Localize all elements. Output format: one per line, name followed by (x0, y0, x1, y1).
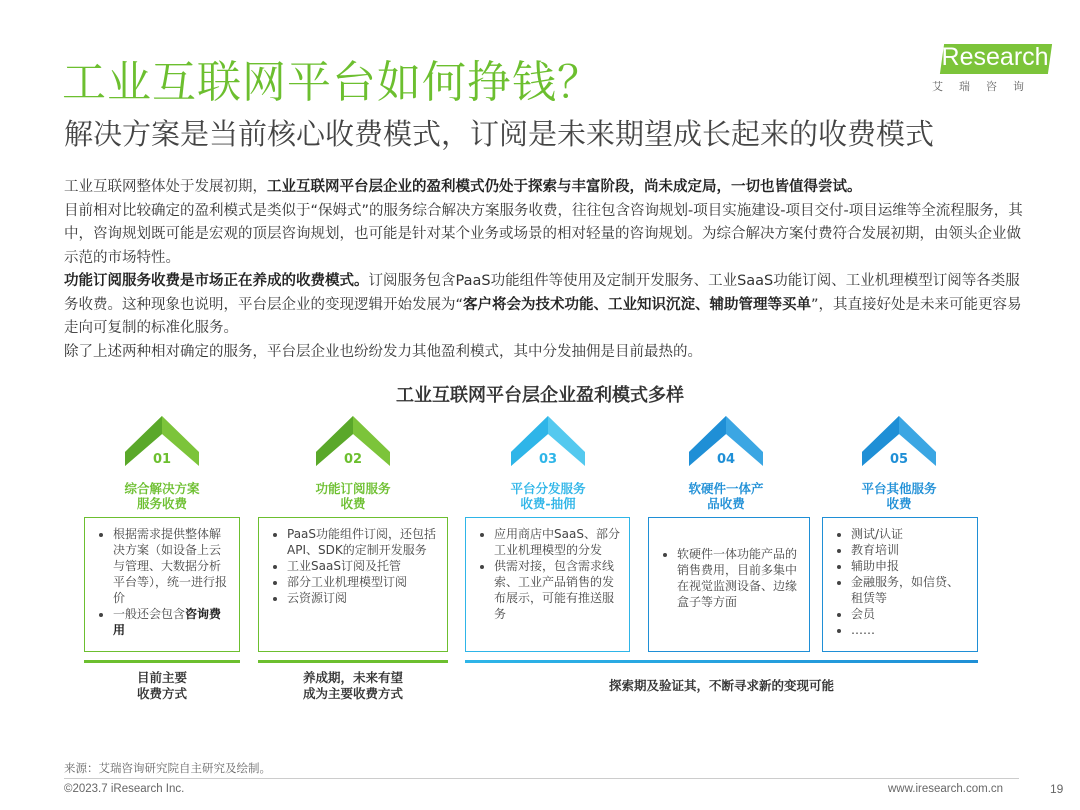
iresearch-logo (928, 38, 1048, 98)
phase-label-line: 收费方式 (136, 686, 187, 701)
detail-item: • 供需对接，包含需求线索、工业产品销售的发布展示，可能有推送服务 (494, 558, 621, 622)
phase-label-line: 养成期，未来有望 (302, 670, 403, 685)
step-number: 02 (343, 452, 363, 467)
step-number: 01 (152, 452, 172, 467)
model-detail-box (258, 517, 448, 652)
detail-item: • 测试/认证 (851, 526, 969, 542)
detail-item: • 会员 (851, 606, 969, 622)
phase-underline (258, 660, 448, 663)
detail-item: • 一般还会包含咨询费用 (113, 606, 231, 638)
phase-label-line: 成为主要收费方式 (302, 686, 403, 701)
body-text (64, 176, 1024, 364)
paragraph-3 (64, 270, 1024, 341)
website-url: www.iresearch.com.cn (888, 783, 1004, 795)
model-label (92, 481, 232, 511)
model-label-line: 软硬件一体产 (688, 481, 764, 496)
phase-label-line: 探索期及验证其，不断寻求新的变现可能 (608, 678, 834, 693)
detail-item: • PaaS功能组件订阅，还包括API、SDK的定制开发服务 (287, 526, 439, 558)
diagram-title: 工业互联网平台层企业盈利模式多样 (396, 385, 684, 406)
model-label-line: 功能订阅服务 (315, 481, 391, 496)
detail-item: • 教育培训 (851, 542, 969, 558)
model-label-line: 综合解决方案 (124, 481, 200, 496)
detail-list (95, 526, 231, 638)
phase-underline (84, 660, 240, 663)
model-detail-box (648, 517, 810, 652)
model-label-line: 收费 (340, 496, 366, 511)
detail-item: • 部分工业机理模型订阅 (287, 574, 439, 590)
p3-normal: 订阅服务包含PaaS功能组件等使用及定制开发服务、工业SaaS功能订阅、工业机理模型订阅等各类服务收费。这种现象也说明，平台层企业的变现逻辑开始发展为“ (64, 273, 1020, 313)
model-label-line: 收费 (886, 496, 912, 511)
logo-subtext: 艾瑞咨询 (932, 80, 1040, 93)
page-subtitle: 解决方案是当前核心收费模式，订阅是未来期望成长起来的收费模式 (64, 117, 935, 151)
logo-word: iResearch (936, 43, 1049, 71)
detail-list (833, 526, 969, 638)
detail-item-bold: 咨询费用 (113, 607, 222, 637)
model-label (283, 481, 423, 511)
source-note: 来源：艾瑞咨询研究院自主研究及绘制。 (64, 761, 271, 775)
paragraph-4: 除了上述两种相对确定的服务，平台层企业也纷纷发力其他盈利模式，其中分发抽佣是目前最热的。 (64, 343, 702, 360)
detail-item: • 根据需求提供整体解决方案（如设备上云与管理、大数据分析平台等），统一进行报价 (113, 526, 231, 606)
phase-label (258, 670, 448, 702)
step-number: 04 (716, 452, 736, 467)
page-title: 工业互联网平台如何挣钱？ (62, 57, 602, 108)
detail-item: • 云资源订阅 (287, 590, 439, 606)
detail-item: • …… (851, 622, 969, 638)
page-number: 19 (1050, 782, 1064, 796)
copyright: ©2023.7 iResearch Inc. (64, 783, 185, 795)
detail-item: • 辅助申报 (851, 558, 969, 574)
model-label-line: 收费-抽佣 (520, 496, 576, 511)
detail-item: • 软硬件一体功能产品的销售费用，目前多集中在视觉监测设备、边缘盒子等方面 (677, 546, 801, 610)
phase-label-line: 目前主要 (136, 670, 187, 685)
model-label-line: 平台分发服务 (510, 481, 586, 496)
model-label-line: 品收费 (707, 496, 745, 511)
detail-item: • 金融服务，如信贷、租赁等 (851, 574, 969, 606)
phase-underline (465, 660, 978, 663)
p3-bold: 功能订阅服务收费是市场正在养成的收费模式。 (64, 273, 369, 289)
model-detail-box (822, 517, 978, 652)
phase-label (465, 678, 978, 694)
p3-tail: ”，其直接好处是未来可能更容易走向可复制的标准化服务。 (64, 296, 1022, 336)
p1-bold: 工业互联网平台层企业的盈利模式仍处于探索与丰富阶段，尚未成定局，一切也皆值得尝试。 (267, 179, 862, 195)
p3-bold2: 客户将会为技术功能、工业知识沉淀、辅助管理等买单 (463, 296, 812, 313)
paragraph-1 (64, 176, 1024, 200)
detail-item: • 工业SaaS订阅及托管 (287, 558, 439, 574)
model-label (829, 481, 969, 511)
phase-label (84, 670, 240, 702)
model-label (656, 481, 796, 511)
model-label (478, 481, 618, 511)
detail-list (269, 526, 439, 606)
model-detail-box (84, 517, 240, 652)
detail-list (659, 546, 801, 610)
detail-list (476, 526, 621, 622)
model-label-line: 平台其他服务 (861, 481, 937, 496)
model-detail-box (465, 517, 630, 652)
detail-item: • 应用商店中SaaS、部分工业机理模型的分发 (494, 526, 621, 558)
model-label-line: 服务收费 (136, 496, 187, 511)
paragraph-2: 目前相对比较确定的盈利模式是类似于“保姆式”的服务综合解决方案服务收费，往往包含咨询规划-项目实施建设-项目交付-项目运维等全流程服务，其中，咨询规划既可能是宏观的顶层咨询规划，也可能是针对某个业务或场景的相对轻量的咨询规划。为综合解决方案付费符合发展初期，由领头企业做示范的市场特性。 (64, 202, 1023, 266)
p1-normal: 工业互联网整体处于发展初期， (64, 179, 267, 195)
step-number: 03 (538, 452, 558, 467)
footer-divider (64, 778, 1019, 779)
step-number: 05 (889, 452, 909, 467)
